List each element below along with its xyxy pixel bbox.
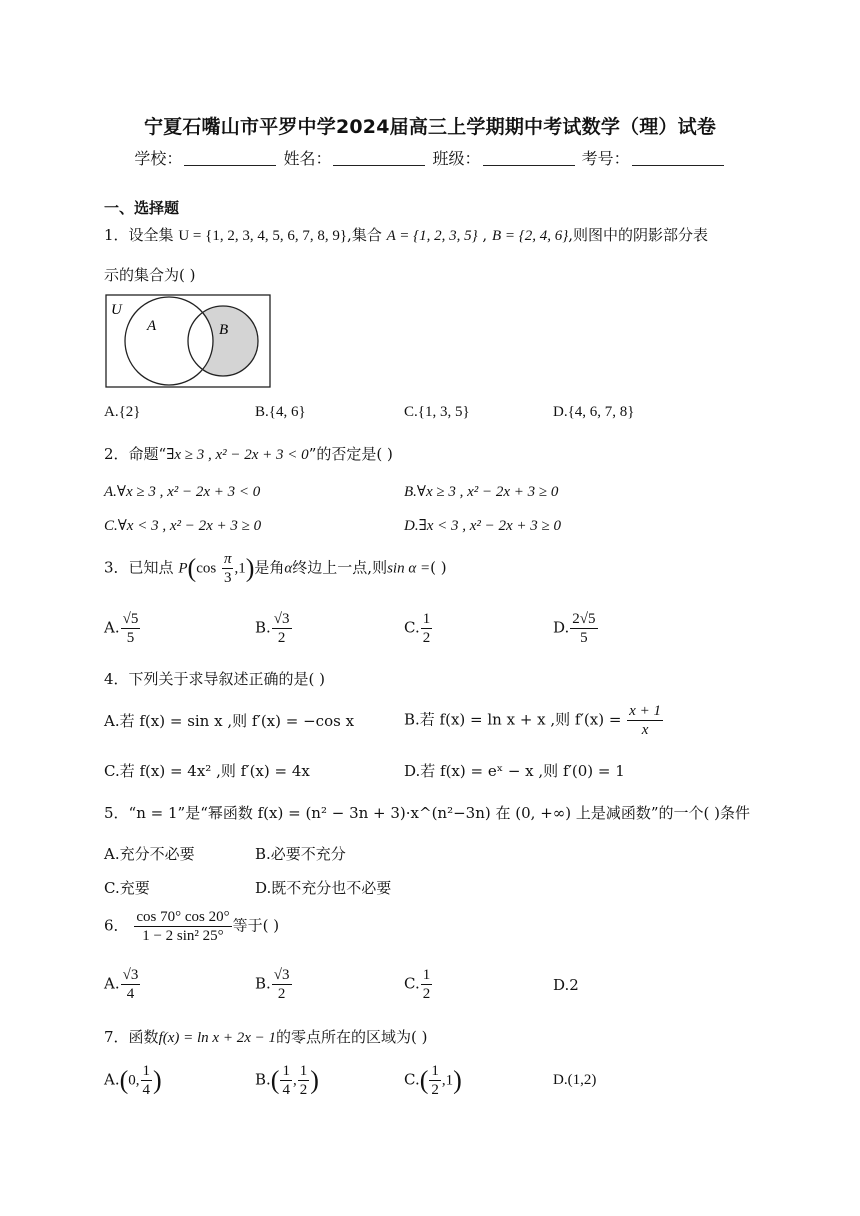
q2-option-b[interactable]: B.∀x ≥ 3 , x² − 2x + 3 ≥ 0 <box>404 484 559 500</box>
question-text: 设全集 <box>128 226 174 244</box>
comma: , <box>292 1072 297 1089</box>
fraction <box>141 1062 153 1099</box>
class-label: 班级： <box>432 149 481 168</box>
question-text: 命题“ <box>128 445 167 463</box>
option-letter: A. <box>104 1070 120 1089</box>
option-letter: A. <box>104 974 120 993</box>
fraction <box>429 1062 441 1099</box>
denominator: 2 <box>277 986 286 1002</box>
q1-option-a[interactable]: A.{2} <box>104 404 141 420</box>
denominator: 2 <box>422 986 431 1002</box>
question-1 <box>104 224 708 245</box>
q7-option-d[interactable]: D.(1,2) <box>553 1072 597 1088</box>
numerator: 1 <box>422 611 431 627</box>
name-label: 姓名： <box>283 149 332 168</box>
denominator: 2 <box>299 1082 308 1098</box>
section-heading: 一、选择题 <box>104 199 180 217</box>
question-text: ”的否定是( ) <box>308 445 393 463</box>
q1-option-c[interactable]: C.{1, 3, 5} <box>404 404 470 420</box>
option-letter: B. <box>255 618 271 637</box>
denominator: 3 <box>223 570 232 586</box>
option-letter: C. <box>404 1070 420 1089</box>
set-b: B = {2, 4, 6} <box>491 228 569 244</box>
q4-option-c[interactable]: C.若 f(x) = 4x² ,则 f′(x) = 4x <box>104 762 310 780</box>
fraction <box>272 610 292 647</box>
question-text: 等于( ) <box>232 916 280 935</box>
paren: ) <box>453 1065 462 1095</box>
set-a: A = {1, 2, 3, 5} <box>386 228 478 244</box>
fraction <box>121 610 141 647</box>
question-number: 2． <box>104 445 129 463</box>
question-text: ,则图中的阴影部分表 <box>568 226 709 244</box>
interval-start: 0, <box>128 1072 140 1089</box>
option-letter: C. <box>404 974 420 993</box>
option-letter: B. <box>255 1070 271 1089</box>
point-p: P <box>178 560 188 577</box>
numerator: π <box>223 551 232 567</box>
interval-end: ,1 <box>441 1072 454 1089</box>
numerator: 1 <box>282 1063 290 1079</box>
option-letter: A. <box>104 618 120 637</box>
question-number: 6． <box>104 916 129 935</box>
label-b: B <box>219 322 229 338</box>
math-expression: sin α = <box>387 560 431 577</box>
q3-option-c[interactable] <box>404 610 433 647</box>
label-u: U <box>111 302 122 318</box>
question-text: “n = 1”是“幂函数 f(x) = (n² − 3n + 3)·x^(n²−3n) 在 (0, +∞) 上是减函数”的一个( )条件 <box>128 804 751 822</box>
paren: ( <box>119 1065 129 1095</box>
fraction <box>280 1062 292 1099</box>
q3-option-d[interactable] <box>553 610 599 647</box>
fraction <box>222 550 234 587</box>
denominator: 4 <box>126 986 135 1002</box>
q4-option-d[interactable]: D.若 f(x) = eˣ − x ,则 f′(0) = 1 <box>404 762 625 780</box>
math-expression: f(x) = ln x + 2x − 1 <box>158 1030 276 1046</box>
fraction <box>421 966 433 1003</box>
q3-option-a[interactable] <box>104 610 141 647</box>
q5-option-a[interactable]: A.充分不必要 <box>104 845 195 863</box>
label-a: A <box>147 318 157 334</box>
question-6 <box>104 908 279 945</box>
fraction <box>421 610 433 647</box>
question-text: 是角 <box>254 558 285 577</box>
paren: ( <box>270 1065 280 1095</box>
q3-option-b[interactable] <box>255 610 293 647</box>
question-number: 4． <box>104 670 129 688</box>
question-number: 1． <box>104 226 129 244</box>
name-blank[interactable] <box>333 151 425 166</box>
q7-option-c[interactable] <box>404 1062 462 1099</box>
question-3 <box>104 550 447 587</box>
school-blank[interactable] <box>184 151 276 166</box>
option-letter: C. <box>404 618 420 637</box>
question-number: 7． <box>104 1028 129 1046</box>
question-text: 下列关于求导叙述正确的是( ) <box>128 670 326 688</box>
fraction <box>298 1062 310 1099</box>
numerator: √5 <box>122 611 139 627</box>
page-title: 宁夏石嘴山市平罗中学2024届高三上学期期中考试数学（理）试卷 <box>143 116 717 138</box>
denominator: 5 <box>580 630 588 646</box>
question-7 <box>104 1026 427 1047</box>
numerator: x + 1 <box>629 703 661 719</box>
denominator: x <box>641 722 649 738</box>
denominator: 1 − 2 sin² 25° <box>142 928 224 944</box>
q4-option-b[interactable] <box>404 702 664 739</box>
q2-option-c[interactable]: C.∀x < 3 , x² − 2x + 3 ≥ 0 <box>104 518 262 534</box>
paren: ) <box>153 1065 162 1095</box>
id-label: 考号： <box>581 149 630 168</box>
q7-option-b[interactable] <box>255 1062 319 1099</box>
numerator: √3 <box>273 967 290 983</box>
q6-option-a[interactable] <box>104 966 141 1003</box>
q2-option-a[interactable]: A.∀x ≥ 3 , x² − 2x + 3 < 0 <box>104 484 261 500</box>
q5-option-c[interactable]: C.充要 <box>104 879 150 897</box>
question-4 <box>104 668 325 689</box>
q6-option-b[interactable] <box>255 966 293 1003</box>
q6-option-c[interactable] <box>404 966 433 1003</box>
student-info-line <box>0 146 860 169</box>
numerator: 1 <box>142 1063 151 1079</box>
question-text: 的零点所在的区域为( ) <box>275 1028 428 1046</box>
q1-option-b[interactable]: B.{4, 6} <box>255 404 306 420</box>
fraction <box>121 966 141 1003</box>
denominator: 5 <box>126 630 135 646</box>
question-text: 终边上一点,则 <box>292 558 388 577</box>
alpha-symbol: α <box>284 560 293 577</box>
fraction <box>627 702 663 739</box>
option-letter: B. <box>255 974 271 993</box>
question-text: ( ) <box>430 558 447 577</box>
question-2 <box>104 443 393 464</box>
question-5 <box>104 802 750 823</box>
numerator: 1 <box>431 1063 439 1079</box>
id-blank[interactable] <box>632 151 724 166</box>
coord-y: ,1 <box>234 560 246 577</box>
school-label: 学校： <box>134 149 183 168</box>
paren: ) <box>310 1065 319 1095</box>
q5-option-d[interactable]: D.既不充分也不必要 <box>255 879 392 897</box>
option-text: B.若 f(x) = ln x + x ,则 f′(x) = <box>404 710 622 729</box>
question-1-line2: 示的集合为( ) <box>104 266 196 284</box>
denominator: 4 <box>142 1082 151 1098</box>
venn-diagram <box>105 294 271 388</box>
option-letter: D. <box>553 618 570 637</box>
question-text: ,集合 <box>347 226 382 244</box>
q1-option-d[interactable]: D.{4, 6, 7, 8} <box>553 404 635 420</box>
paren: ( <box>419 1065 429 1095</box>
numerator: cos 70° cos 20° <box>136 909 230 925</box>
paren: ( <box>187 553 197 583</box>
numerator: 1 <box>299 1063 308 1079</box>
math-expression: ∃x ≥ 3 , x² − 2x + 3 < 0 <box>166 447 309 463</box>
numerator: 2√5 <box>572 611 596 627</box>
separator: , <box>477 226 492 244</box>
fraction <box>570 610 597 647</box>
denominator: 4 <box>282 1082 290 1098</box>
numerator: 1 <box>422 967 431 983</box>
denominator: 2 <box>431 1082 439 1098</box>
question-text: 已知点 <box>128 558 174 577</box>
class-blank[interactable] <box>483 151 575 166</box>
question-number: 5． <box>104 804 129 822</box>
numerator: √3 <box>122 967 139 983</box>
q5-option-b[interactable]: B.必要不充分 <box>255 845 346 863</box>
q4-option-a[interactable]: A.若 f(x) = sin x ,则 f′(x) = −cos x <box>104 712 355 730</box>
paren: ) <box>245 553 255 583</box>
q7-option-a[interactable] <box>104 1062 162 1099</box>
q6-option-d[interactable]: D.2 <box>553 976 579 994</box>
set-u: U = {1, 2, 3, 4, 5, 6, 7, 8, 9} <box>178 228 348 244</box>
fraction <box>272 966 292 1003</box>
denominator: 2 <box>422 630 431 646</box>
cos-func: cos <box>196 560 217 577</box>
question-number: 3． <box>104 558 129 577</box>
question-text: 函数 <box>128 1028 159 1046</box>
denominator: 2 <box>277 630 286 646</box>
fraction <box>134 908 231 945</box>
q2-option-d[interactable]: D.∃x < 3 , x² − 2x + 3 ≥ 0 <box>404 518 562 534</box>
numerator: √3 <box>273 611 290 627</box>
